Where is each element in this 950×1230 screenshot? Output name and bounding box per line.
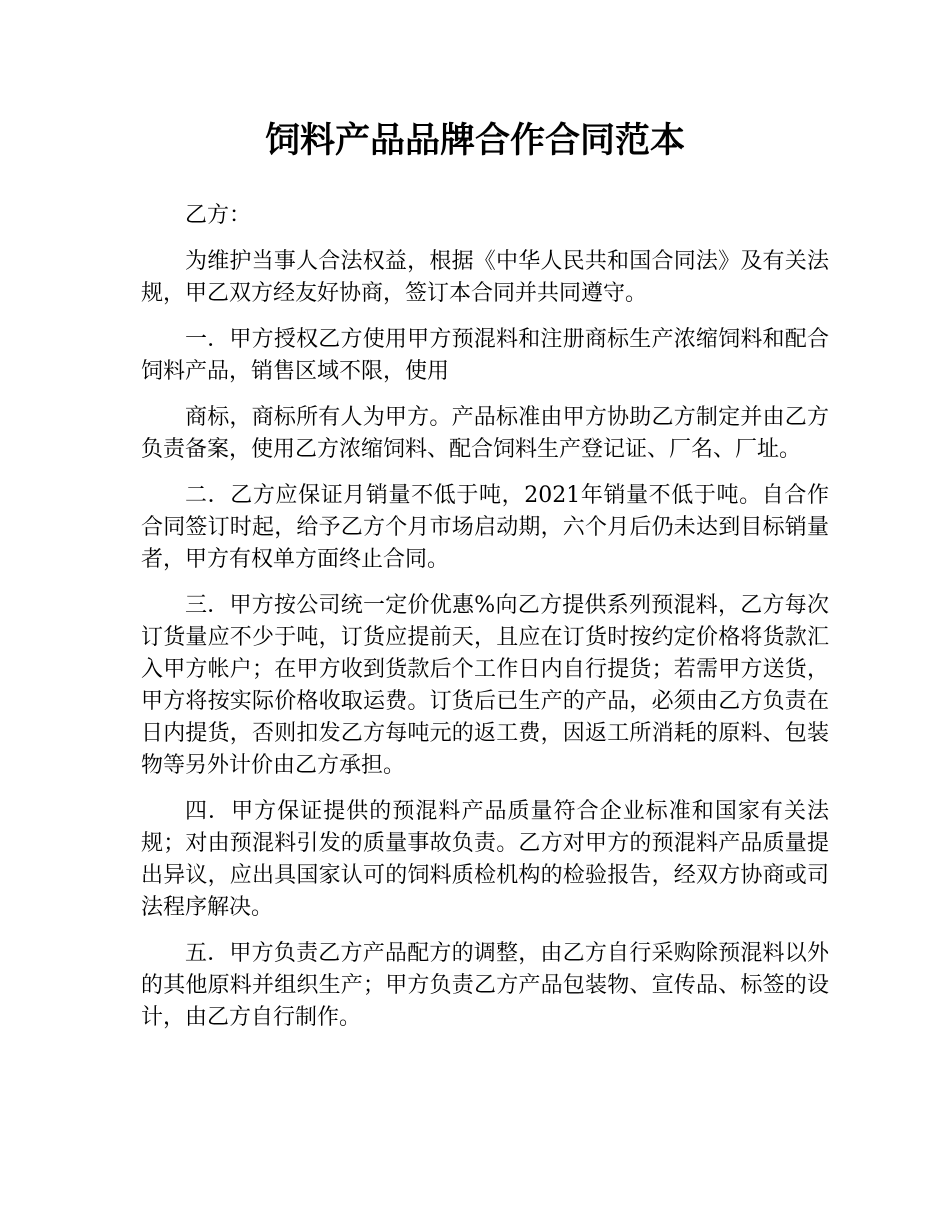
paragraph-clause-3: 三．甲方按公司统一定价优惠%向乙方提供系列预混料，乙方每次订货量应不少于吨，订货应提前天，且应在订货时按约定价格将货款汇入甲方帐户；在甲方收到货款后个工作日内自行提货；若需甲方送货，甲方将按实际价格收取运费。订货后已生产的产品，必须由乙方负责在日内提货，否则扣发乙方每吨元的返工费，因返工所消耗的原料、包装物等另外计价由乙方承担。 bbox=[141, 593, 829, 778]
document-title: 饲料产品品牌合作合同范本 bbox=[264, 121, 685, 161]
paragraph-clause-1: 一．甲方授权乙方使用甲方预混料和注册商标生产浓缩饲料和配合饲料产品，销售区域不限，使用 bbox=[141, 327, 829, 384]
paragraph-clause-2: 二．乙方应保证月销量不低于吨，2021年销量不低于吨。自合作合同签订时起，给予乙方个月市场启动期，六个月后仍未达到目标销量者，甲方有权单方面终止合同。 bbox=[141, 483, 829, 572]
document-body bbox=[141, 200, 829, 1048]
paragraph-clause-5: 五．甲方负责乙方产品配方的调整，由乙方自行采购除预混料以外的其他原料并组织生产；甲方负责乙方产品包装物、宣传品、标签的设计，由乙方自行制作。 bbox=[141, 941, 829, 1030]
paragraph-clause-1-continued: 商标，商标所有人为甲方。产品标准由甲方协助乙方制定并由乙方负责备案，使用乙方浓缩饲料、配合饲料生产登记证、厂名、厂址。 bbox=[141, 405, 829, 462]
paragraph-clause-4: 四．甲方保证提供的预混料产品质量符合企业标准和国家有关法规；对由预混料引发的质量事故负责。乙方对甲方的预混料产品质量提出异议，应出具国家认可的饲料质检机构的检验报告，经双方协商或司法程序解决。 bbox=[141, 799, 829, 920]
paragraph-preamble: 为维护当事人合法权益，根据《中华人民共和国合同法》及有关法规，甲乙双方经友好协商，签订本合同并共同遵守。 bbox=[141, 249, 829, 306]
paragraph-party-b: 乙方： bbox=[185, 203, 252, 228]
